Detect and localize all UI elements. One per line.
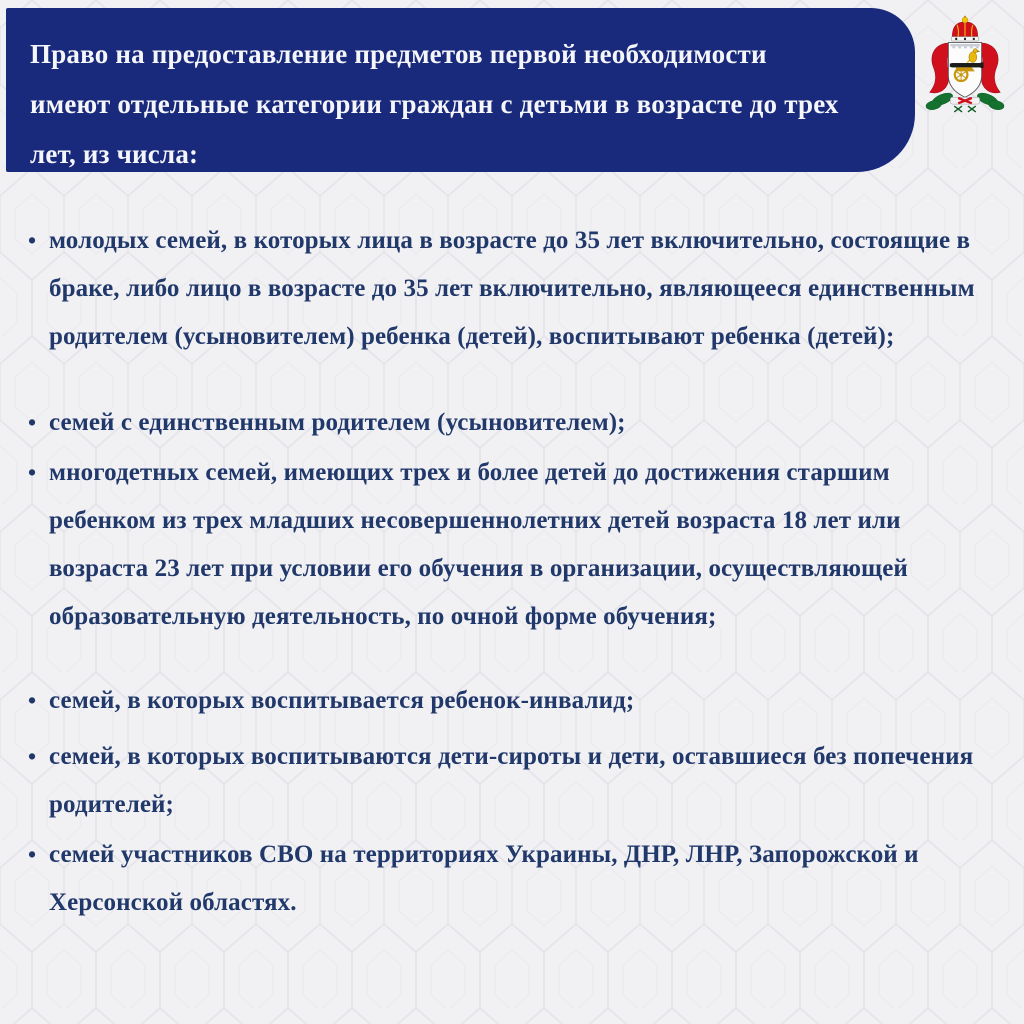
list-item xyxy=(28,831,996,927)
list-item-text: многодетных семей, имеющих трех и более детей до достижения старшим ребенком из трех младших несовершеннолетних детей возраста 18 лет или возраста 23 лет при условии его обучения в организации, осуществляющей образовательную деятельность, по очной форме обучения; xyxy=(49,459,908,630)
list-item-text: молодых семей, в которых лица в возрасте до 35 лет включительно, состоящие в браке, либо лицо в возрасте до 35 лет включительно, являющееся единственным родителем (усыновителем) ребенка (детей), воспитывают ребенка (детей); xyxy=(49,227,975,350)
bullet-icon: • xyxy=(28,688,37,713)
header-title-line-3: лет, из числа: xyxy=(30,139,199,169)
header-title-line-1: Право на предоставление предметов первой необходимости xyxy=(30,39,767,69)
bullet-icon: • xyxy=(28,842,37,867)
header-banner xyxy=(6,8,915,172)
list-item xyxy=(28,399,996,447)
bullet-icon: • xyxy=(28,460,37,485)
list-item-text: семей, в которых воспитываются дети-сироты и дети, оставшиеся без попечения родителей; xyxy=(49,743,974,818)
bullet-icon: • xyxy=(28,744,37,769)
list-item-text: семей с единственным родителем (усыновителем); xyxy=(49,409,626,436)
list-item-text: семей, в которых воспитывается ребенок-инвалид; xyxy=(49,687,635,714)
list-item-text: семей участников СВО на территориях Украины, ДНР, ЛНР, Запорожской и Херсонской областях. xyxy=(49,841,919,916)
eligibility-list xyxy=(0,215,1024,927)
bullet-icon: • xyxy=(28,410,37,435)
list-item xyxy=(28,733,996,829)
list-item xyxy=(28,217,996,361)
bullet-icon: • xyxy=(28,228,37,253)
list-item xyxy=(28,449,996,641)
smolensk-coat-of-arms-icon xyxy=(921,13,1009,115)
list-item xyxy=(28,677,996,725)
header-title-line-2: имеют отдельные категории граждан с детьми в возрасте до трех xyxy=(30,89,839,119)
